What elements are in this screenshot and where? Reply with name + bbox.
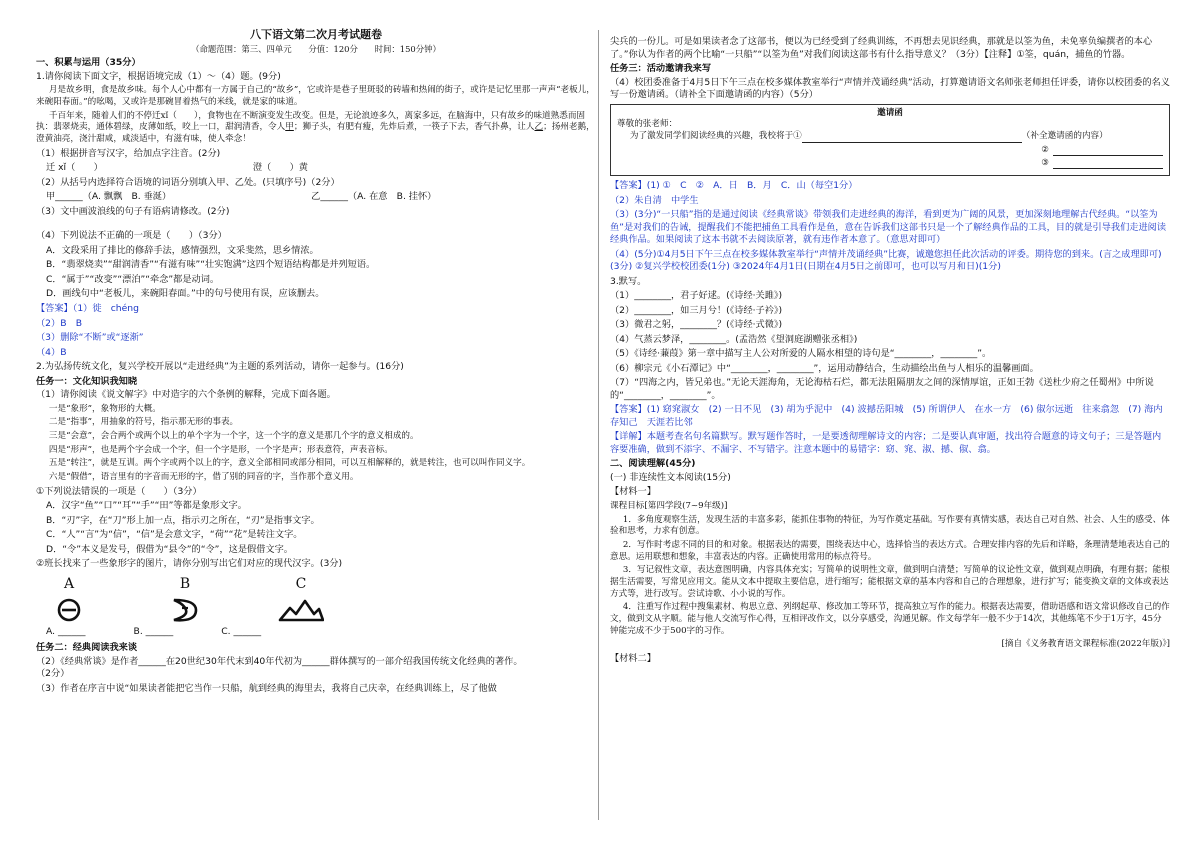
answer-1-2: （2）B B: [36, 317, 83, 329]
answer-2-4: （4）(5分)①4月5日下午三点在校多媒体教室举行“声情并茂诵经典”比赛，诚邀您担任此次活动的评委。期待您的到来。(言之成理即可)(3分) ②复兴学校校团委(1分) ③2024年4月1日(日期在4月5日之前即可，也可以写月和日)(1分): [610, 248, 1162, 273]
q1-intro: 1.请你阅读下面文字，根据语境完成（1）～（4）题。(9分): [36, 70, 281, 82]
material-1-item-1: 1．多角度观察生活，发现生活的丰富多彩，能抓住事物的特征，为写作奠定基础。写作要有真情实感，表达自己对自然、社会、人生的感受、体验和思考，力求有创意。: [610, 514, 1170, 537]
q1-4: （4）下列说法不正确的一项是（ ）（3分）: [36, 230, 227, 242]
q1-4-option-a: A．文段采用了排比的修辞手法，感情强烈，文采斐然，思乡情浓。: [46, 244, 319, 256]
six-rule-5: 五是“转注”，就是互训。两个字或两个以上的字，意义全部相同或部分相同，可以互相解释的，就是转注，也可以叫作同义字。: [48, 458, 531, 469]
q1-2: （2）从括号内选择符合语境的词语分别填入甲、乙处。(只填序号)（2分）: [36, 176, 340, 188]
six-rule-6: 六是“假借”，语言里有的字音而无形的字，借了别的同音的字，当作那个意义用。: [48, 472, 359, 483]
invitation-body: 为了激发同学们阅读经典的兴趣，我校将于① （补全邀请函的内容）: [629, 130, 1108, 141]
q1-1-blank-a[interactable]: 迁 xǐ（ ）: [46, 162, 103, 174]
pictograph-blank-b[interactable]: B. ______: [133, 625, 174, 637]
section-1-heading: 一、积累与运用（35分）: [36, 57, 141, 69]
q1-4-option-c: C．“属于”“改变”“漂泊”“牵念”都是动词。: [46, 273, 220, 285]
invitation-greeting: 尊敬的张老师：: [617, 119, 678, 130]
answer-3: 【答案】(1) 窈窕淑女 (2) 一日不见 (3) 胡为乎泥中 (4) 波撼岳阳城 (5) 所谓伊人 在水一方 (6) 俶尔远逝 往来翕忽 (7) 海内存知己 天涯若比邻: [610, 404, 1163, 428]
pictograph-blank-c[interactable]: C. ______: [221, 625, 262, 637]
pictograph-answer-blanks: [46, 626, 596, 639]
material-1-item-2: 2．写作时考虑不同的目的和对象。根据表达的需要，围绕表达中心，选择恰当的表达方式。合理安排内容的先后和详略，条理清楚地表达自己的意思。运用联想和想象，丰富表达的内容。正确使用常用的标点符号。: [610, 539, 1170, 562]
q3-2: （2）________，如三月兮！(《诗经·子衿》): [610, 304, 783, 316]
material-2-label: 【材料二】: [610, 653, 656, 665]
pictograph-a-label: A: [63, 575, 75, 592]
material-1-item-3: 3．写记叙性文章，表达意图明确，内容具体充实；写简单的说明性文章，做到明白清楚；写简单的议论性文章，做到观点明确，有理有据；能根据生活需要，写常见应用文。能从文本中提取主要信息，进行缩写；能根据文章的基本内容和自己的合理想象，进行扩写；能变换文章的文体或表达方式等，进行改写。尝试诗歌、小小说的写作。: [610, 565, 1170, 599]
invitation-signature-row: ②: [617, 145, 1163, 157]
answer-2-2: （2）朱自清 中学生: [610, 194, 699, 206]
answer-3-detail: 【详解】本题考查名句名篇默写。默写题作答时，一是要透彻理解诗文的内容；二是要认真审题，找出符合题意的诗文句子；三是答题内容要准确，做到不添字、不漏字、不写错字。注意本题中的易错字：窈、窕、淑、撼、俶、翕。: [610, 431, 1162, 455]
task-3-heading: 任务三：活动邀请我来写: [610, 63, 712, 75]
q1-passage-2: 千百年来，随着人们的不停迁xǐ（ ），食物也在不断演变发生改变。但是，无论浪迹多久，离家多远，在脑海中，只有故乡的味道熟悉而固执：翡翠烧卖，通体碧绿，皮薄如纸，咬上一口，甜润清香，令人甲；狮子头，有肥有瘦，先炸后煮，一筷子下去，香气扑鼻，让人乙；扬州老鹅，澄黄油亮，浇汁甜咸，咸淡适中，有滋有味，使人牵念！: [36, 110, 595, 145]
task-1-heading: 任务一：文化知识我知晓: [36, 375, 138, 387]
answer-2-1: 【答案】(1) ① C ② A．日 B．月 C．山（每空1分）: [610, 180, 858, 192]
q3-6: （6）柳宗元《小石潭记》中“________，________”，运用动静结合，生动描绘出鱼与人相乐的温馨画面。: [610, 362, 1039, 374]
material-1-source: [摘自《义务教育语文课程标准(2022年版)》]: [1001, 639, 1170, 650]
task-2-heading: 任务二：经典阅读我来谈: [36, 642, 138, 654]
q2-2: （2）《经典常谈》是作者______在20世纪30年代末到40年代初为______群体撰写的一部介绍我国传统文化经典的著作。 （2分）: [36, 655, 523, 680]
q2-1: （1）请你阅读《说文解字》中对造字的六个条例的解释，完成下面各题。: [36, 389, 336, 401]
six-rule-1: 一是“象形”，象物形的大概。: [48, 403, 161, 414]
q2-3-continued: 尖兵的一份儿。可是如果读者念了这部书，便以为已经受到了经典训练，不再想去见识经典，那就是以筌为鱼，未免辜负编撰者的本心了。”你认为作者的两个比喻“一只船”“以筌为鱼”对我们阅读这部书有什么指导意义？（3分）【注释】①筌，quán，捕鱼的竹器。: [610, 36, 1153, 60]
sun-pictograph-icon: [46, 596, 92, 624]
q1-1: （1）根据拼音写汉字，给加点字注音。(2分): [36, 147, 221, 159]
invitation-blank-3[interactable]: [1053, 158, 1163, 169]
material-1-label: 【材料一】: [610, 486, 656, 498]
q2-4: （4）校团委准备于4月5日下午三点在校多媒体教室举行“声情并茂诵经典”活动，打算邀请语文名师张老师担任评委，请你以校团委的名义写一份邀请函。（请补全下面邀请函的内容）（5分）: [610, 76, 1170, 101]
q1-1-blank-b[interactable]: 澄（ ）黄: [252, 162, 308, 174]
answer-1-line: 【答案】（1）徙 chéng: [36, 303, 139, 314]
invitation-date-row: ③: [617, 158, 1163, 170]
q1-2-blanks: [36, 191, 596, 204]
q2-1a-option-a: A．汉字“鱼”“口”“耳”“手”“田”等都是象形文字。: [46, 500, 247, 512]
q3-1: （1）________，君子好逑。(《诗经·关雎》): [610, 290, 783, 302]
q3-5: （5）《诗经·蒹葭》第一章中描写主人公对所爱的人隔水相望的诗句是“________，________”。: [610, 348, 992, 360]
column-divider: [598, 30, 599, 820]
invitation-blank-2[interactable]: [1053, 145, 1163, 156]
q1-3: （3）文中画波浪线的句子有语病请修改。(2分): [36, 205, 230, 217]
pictograph-a: [46, 575, 92, 624]
material-1-heading: 课程目标[第四学段(7~9年级)]: [610, 500, 728, 511]
q1-2-blank-yi[interactable]: 乙______（A. 在意 B. 挂怀）: [311, 191, 437, 203]
invitation-blank-1[interactable]: [802, 132, 1022, 143]
pictograph-b: [162, 575, 208, 624]
pictograph-c: [278, 575, 324, 624]
q2-1a: ①下列说法错误的一项是（ ）（3分）: [36, 485, 202, 497]
q2-1a-option-d: D．“令”本义是发号，假借为“县令”的“令”，这是假借文字。: [46, 543, 293, 555]
exam-title: 八下语文第二次月考试题卷: [250, 28, 382, 41]
six-rule-4: 四是“形声”，也是两个字会成一个字，但一个字是形，一个字是声；形表意符，声表音标。: [48, 444, 393, 455]
q2-1a-option-b: B．“刃”字，在“刀”形上加一点，指示刃之所在，“刃”是指事文字。: [46, 514, 320, 526]
q2-intro: 2.为弘扬传统文化，复兴学校开展以“走进经典”为主题的系列活动，请你一起参与。(16分): [36, 361, 404, 373]
answer-2-3: （3）(3分)“一只船”指的是通过阅读《经典常谈》带领我们走进经典的海洋，看到更为广阔的风景，更加深刻地理解古代经典。“以筌为鱼”是对我们的告诫，提醒我们不能把捕鱼工具看作是鱼，意在告诉我们这部书只是一个了解经典作品的工具，目的就是引导我们走进阅读经典作品。如果阅读了这本书就不去阅读原著，就有违作者本意了。（意思对即可）: [610, 209, 1167, 246]
q2-1b: ②班长找来了一些象形字的图片，请你分别写出它们对应的现代汉字。(3分): [36, 558, 343, 570]
pictograph-c-label: C: [295, 575, 307, 592]
q2-3: （3）作者在序言中说“如果读者能把它当作一只船，航到经典的海里去，我将自己庆幸，在经典训练上，尽了他做: [36, 682, 497, 694]
mountain-pictograph-icon: [278, 596, 324, 624]
q3-heading: 3.默写。: [610, 275, 647, 287]
invitation-title: 邀请函: [877, 107, 903, 118]
q1-passage-1: 月是故乡明，食是故乡味。每个人心中都有一方属于自己的“故乡”，它或许是巷子里斑驳的砖墙和热闹的街子，或许是记忆里那一声声“老板儿，来碗阳春面。”的吆喝，又或许是那碗冒着热气的米线，就是家的味道。: [36, 85, 595, 108]
q1-4-option-b: B．“翡翠烧卖”“甜润清香”“有滋有味”“壮实饱满”这四个短语结构都是并列短语。: [46, 259, 376, 271]
q3-3: （3）微君之躬，________？(《诗经·式微》): [610, 319, 783, 331]
right-column: [610, 36, 1170, 668]
six-rule-3: 三是“会意”，会合两个或两个以上的单个字为一个字，这一个字的意义是那几个字的意义相成的。: [48, 430, 419, 441]
q3-4: （4）气蒸云梦泽，________。(孟浩然《望洞庭湖赠张丞相》): [610, 333, 858, 345]
subsection-1-heading: (一) 非连续性文本阅读(15分): [610, 471, 731, 483]
pictograph-b-label: B: [179, 575, 191, 592]
left-column: [36, 28, 596, 697]
moon-pictograph-icon: [162, 596, 208, 624]
q1-1-blanks: [36, 162, 596, 175]
six-rule-2: 二是“指事”，用抽象的符号，指示那无形的事表。: [48, 417, 239, 428]
q3-7: （7）“四海之内，皆兄弟也。”无论天涯海角，无论海枯石烂，都无法阻隔朋友之间的深情厚谊，正如王勃《送杜少府之任蜀州》中所说的“________，________”。: [610, 377, 1154, 401]
section-2-heading: 二、阅读理解(45分): [610, 458, 696, 470]
answer-1-3: （3）删除“不断”或“逐渐”: [36, 332, 144, 344]
q1-4-option-d: D．画线句中“老板儿，来碗阳春面。”中的句号使用有误，应该删去。: [46, 288, 325, 300]
pictograph-row: [46, 575, 596, 624]
exam-subtitle: （命题范围：第三、四单元 分值：120分 时间：150分钟）: [191, 43, 441, 54]
answer-1-4: （4）B: [36, 346, 67, 358]
q2-1a-option-c: C．“人”“言”为“信”，“信”是会意文字，“荷”“花”是转注文字。: [46, 529, 303, 541]
invitation-letter-box: [610, 104, 1170, 176]
pictograph-blank-a[interactable]: A. ______: [46, 625, 86, 637]
q1-2-blank-jia[interactable]: 甲______（A. 飘飘 B. 垂涎）: [46, 191, 172, 203]
material-1-item-4: 4．注重写作过程中搜集素材、构思立意、列纲起草、修改加工等环节，提高独立写作的能力。根据表达需要，借助语感和语文常识修改自己的作文，做到文从字顺。能与他人交流写作心得，互相评改作文，以分享感受，沟通见解。作文每学年一般不少于14次，其他练笔不少于1万字，45分钟能完成不少于500字的习作。: [610, 602, 1170, 636]
